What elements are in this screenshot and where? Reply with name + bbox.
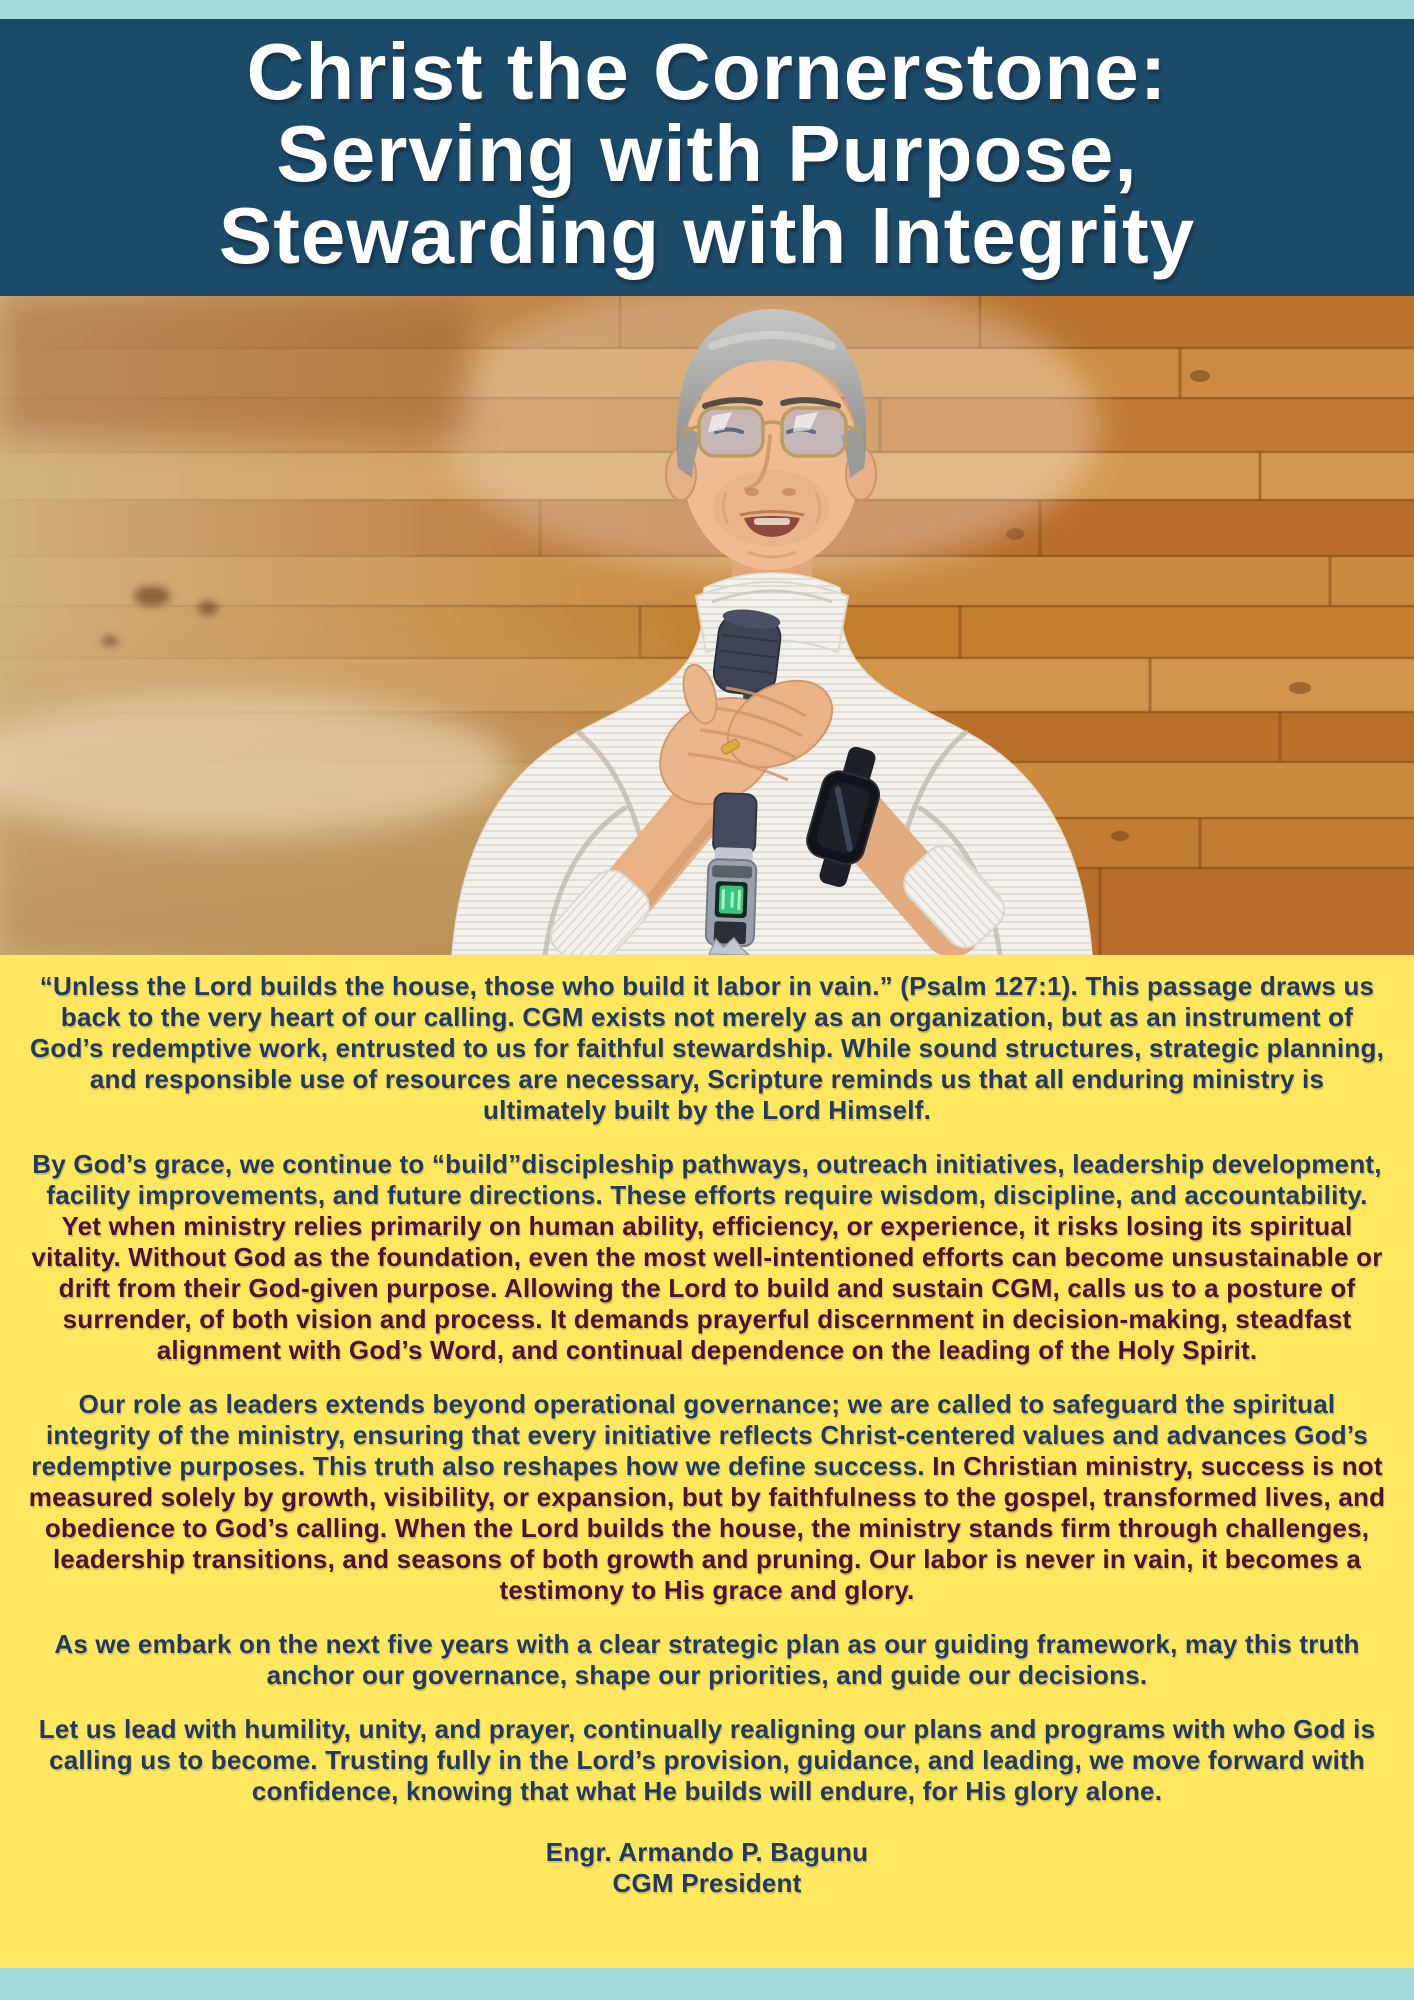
signature-block [26,1837,1388,1899]
paragraph-5 [26,1714,1388,1807]
paragraph-1 [26,971,1388,1126]
paragraph-4 [26,1629,1388,1691]
signature-name: Engr. Armando P. Bagunu [545,1837,869,1867]
page-title-line-3: Stewarding with Integrity [218,191,1196,280]
speaker-photo-illustration [0,296,1414,955]
header-banner [0,19,1414,296]
paragraph-3 [26,1389,1388,1606]
page-title-line-1: Christ the Cornerstone: [246,27,1168,116]
microphone-transmitter [705,793,759,955]
paragraph-2 [26,1149,1388,1366]
paragraph-2-navy-text: By God’s grace, we continue to “build”discipleship pathways, outreach initiatives, leadership development, facility improvements, and future directions. These efforts require wisdom, discipline, and accountability. [32,1149,1382,1210]
paragraph-3-navy-text: Our role as leaders extends beyond operational governance; we are called to safeguard the spiritual integrity of the ministry, ensuring that every initiative reflects Christ-centered values and advances God’s redemptive purposes. This truth also reshapes how we define success. [31,1389,1368,1481]
message-body [0,955,1414,1968]
paragraph-5-text: Let us lead with humility, unity, and prayer, continually realigning our plans and programs with who God is calling us to become. Trusting fully in the Lord’s provision, guidance, and leading, we move forward with confidence, knowing that what He builds will endure, for His glory alone. [38,1714,1376,1806]
paragraph-1-text: “Unless the Lord builds the house, those who build it labor in vain.” (Psalm 127:1). This passage draws us back to the very heart of our calling. CGM exists not merely as an organization, but as an instrument of God’s redemptive work, entrusted to us for faithful stewardship. While sound structures, strategic planning, and responsible use of resources are necessary, Scripture reminds us that all enduring ministry is ultimately built by the Lord Himself. [29,971,1385,1125]
paragraph-3-maroon-text: In Christian ministry, success is not measured solely by growth, visibility, or expansion, but by faithfulness to the gospel, transformed lives, and obedience to God’s calling. When the Lord builds the house, the ministry stands firm through challenges, leadership transitions, and seasons of both growth and pruning. Our labor is never in vain, it becomes a testimony to His grace and glory. [28,1451,1386,1605]
speaker-photo [0,296,1414,955]
paragraph-4-text: As we embark on the next five years with a clear strategic plan as our guiding framework, may this truth anchor our governance, shape our priorities, and guide our decisions. [54,1629,1360,1690]
page-title-line-2: Serving with Purpose, [276,109,1138,198]
signature-role: CGM President [612,1868,802,1898]
bottom-border-strip [0,1968,1414,2000]
top-border-strip [0,0,1414,19]
paragraph-2-maroon-text: Yet when ministry relies primarily on human ability, efficiency, or experience, it risks losing its spiritual vitality. Without God as the foundation, even the most well-intentioned efforts can become unsustainable or drift from their God-given purpose. Allowing the Lord to build and sustain CGM, calls us to a posture of surrender, of both vision and process. It demands prayerful discernment in decision-making, steadfast alignment with God’s Word, and continual dependence on the leading of the Holy Spirit. [31,1211,1383,1365]
